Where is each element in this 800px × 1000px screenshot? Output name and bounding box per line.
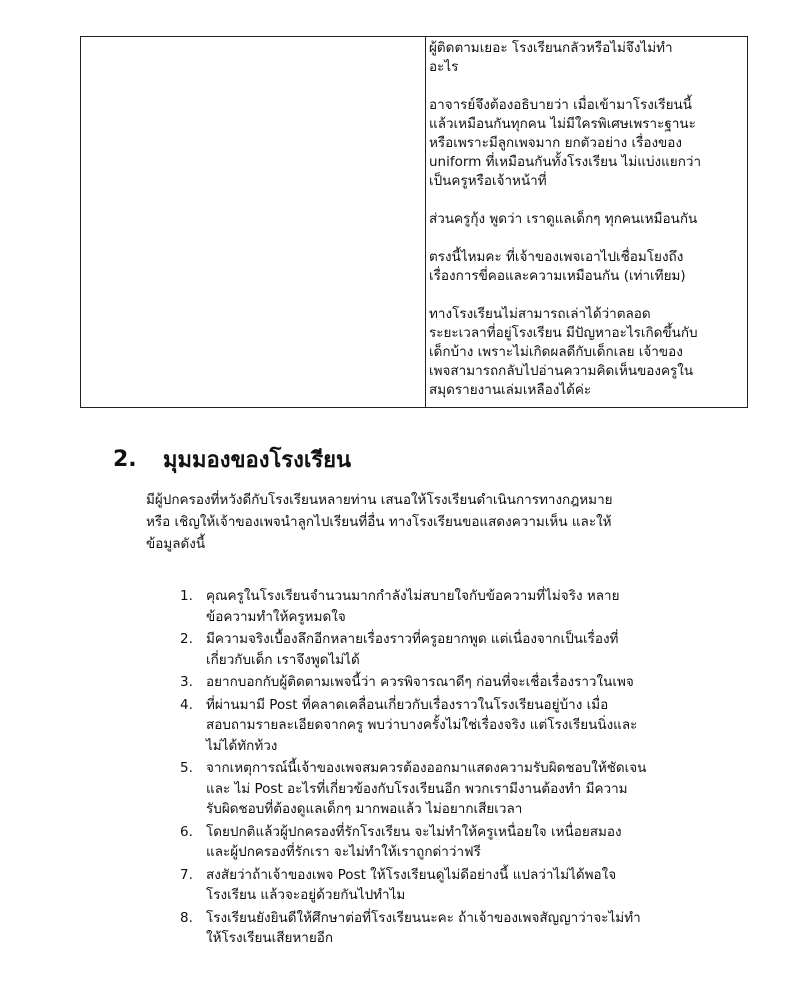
list-item-text: คุณครูในโรงเรียนจำนวนมากกำลังไม่สบายใจกับข้อความที่ไม่จริง หลาย ข้อความทำให้ครูหมดใจ xyxy=(206,588,620,625)
comment-table xyxy=(80,36,748,408)
list-item xyxy=(180,865,720,906)
list-item-number: 8. xyxy=(180,909,193,926)
list-item-number: 2. xyxy=(180,631,193,647)
list-item-text: สงสัยว่าถ้าเจ้าของเพจ Post ให้โรงเรียนดูไม่ดีอย่างนี้ แปลว่าไม่ได้พอใจ โรงเรียน แล้วจะอยู่ด้วยกันไปทำไม xyxy=(206,866,617,903)
numbered-list xyxy=(180,586,720,951)
section-title: มุมมองของโรงเรียน xyxy=(163,447,352,473)
table-paragraph: อาจารย์จึงต้องอธิบายว่า เมื่อเข้ามาโรงเรียนนี้ แล้วเหมือนกันทุกคน ไม่มีใครพิเศษเพราะฐานะ หรือเพราะมีลูกเพจมาก ยกตัวอย่าง เรื่องของ uniform ที่เหมือนกันทั้งโรงเรียน ไม่แบ่งแยกว่า เป็นครูหรือเจ้าหน้าที่ xyxy=(429,97,702,189)
list-item-text: โรงเรียนยังยินดีให้ศึกษาต่อที่โรงเรียนนะคะ ถ้าเจ้าของเพจสัญญาว่าจะไม่ทำ ให้โรงเรียนเสียหายอีก xyxy=(206,909,641,946)
table-right-cell xyxy=(429,39,745,400)
list-item-text: โดยปกติแล้วผู้ปกครองที่รักโรงเรียน จะไม่ทำให้ครูเหนื่อยใจ เหนื่อยสมอง และผู้ปกครองที่รักเรา จะไม่ทำให้เราถูกด่าว่าฟรี xyxy=(206,823,622,860)
table-paragraph: ผู้ติดตามเยอะ โรงเรียนกลัวหรือไม่จึงไม่ทำ อะไร xyxy=(429,40,673,75)
list-item-number: 5. xyxy=(180,760,193,776)
list-item-text: มีความจริงเบื้องลึกอีกหลายเรื่องราวที่ครูอยากพูด แต่เนื่องจากเป็นเรื่องที่ เกี่ยวกับเด็ก เราจึงพูดไม่ได้ xyxy=(206,631,619,668)
list-item-number: 3. xyxy=(180,674,193,690)
list-item xyxy=(180,586,720,627)
list-item xyxy=(180,908,720,949)
list-item-number: 4. xyxy=(180,696,193,713)
list-item-number: 6. xyxy=(180,823,193,840)
list-item xyxy=(180,695,720,757)
section-number: 2. xyxy=(113,446,137,472)
list-item-number: 7. xyxy=(180,866,193,883)
intro-paragraph: มีผู้ปกครองที่หวังดีกับโรงเรียนหลายท่าน เสนอให้โรงเรียนดำเนินการทางกฎหมาย หรือ เชิญให้เจ้าของเพจนำลูกไปเรียนที่อื่น ทางโรงเรียนขอแสดงความเห็น และให้ ข้อมูลดังนี้ xyxy=(146,492,613,552)
table-paragraph: ส่วนครูกุ้ง พูดว่า เราดูแลเด็กๆ ทุกคนเหมือนกัน xyxy=(429,211,698,227)
list-item xyxy=(180,629,720,670)
list-item-text: ที่ผ่านมามี Post ที่คลาดเคลื่อนเกี่ยวกับเรื่องราวในโรงเรียนอยู่บ้าง เมื่อ สอบถามรายละเอียดจากครู พบว่าบางครั้งไม่ใช่เรื่องจริง แต่โรงเรียนนิ่งและ ไม่ได้ทักท้วง xyxy=(206,696,638,754)
list-item xyxy=(180,822,720,863)
list-item xyxy=(180,672,720,693)
list-item-number: 1. xyxy=(180,588,193,604)
table-paragraph: ตรงนี้ไหมคะ ที่เจ้าของเพจเอาไปเชื่อมโยงถึง เรื่องการขี่คอและความเหมือนกัน (เท่าเทียม) xyxy=(429,249,686,284)
list-item xyxy=(180,758,720,820)
list-item-text: จากเหตุการณ์นี้เจ้าของเพจสมควรต้องออกมาแสดงความรับผิดชอบให้ชัดเจน และ ไม่ Post อะไรที่เกี่ยวข้องกับโรงเรียนอีก พวกเรามีงานต้องทำ มีความ รับผิดชอบที่ต้องดูแลเด็กๆ มากพอแล้ว ไม่อยากเสียเวลา xyxy=(206,760,647,817)
list-item-text: อยากบอกกับผู้ติดตามเพจนี้ว่า ควรพิจารณาดีๆ ก่อนที่จะเชื่อเรื่องราวในเพจ xyxy=(206,674,634,690)
table-paragraph: ทางโรงเรียนไม่สามารถเล่าได้ว่าตลอด ระยะเวลาที่อยู่โรงเรียน มีปัญหาอะไรเกิดขึ้นกับ เด็กบ้าง เพราะไม่เกิดผลดีกับเด็กเลย เจ้าของ เพจสามารถกลับไปอ่านความคิดเห็นของครูใน สมุดรายงานเล่มเหลืองได้ค่ะ xyxy=(429,306,698,398)
section-heading xyxy=(113,444,633,474)
table-column-divider xyxy=(425,37,426,407)
